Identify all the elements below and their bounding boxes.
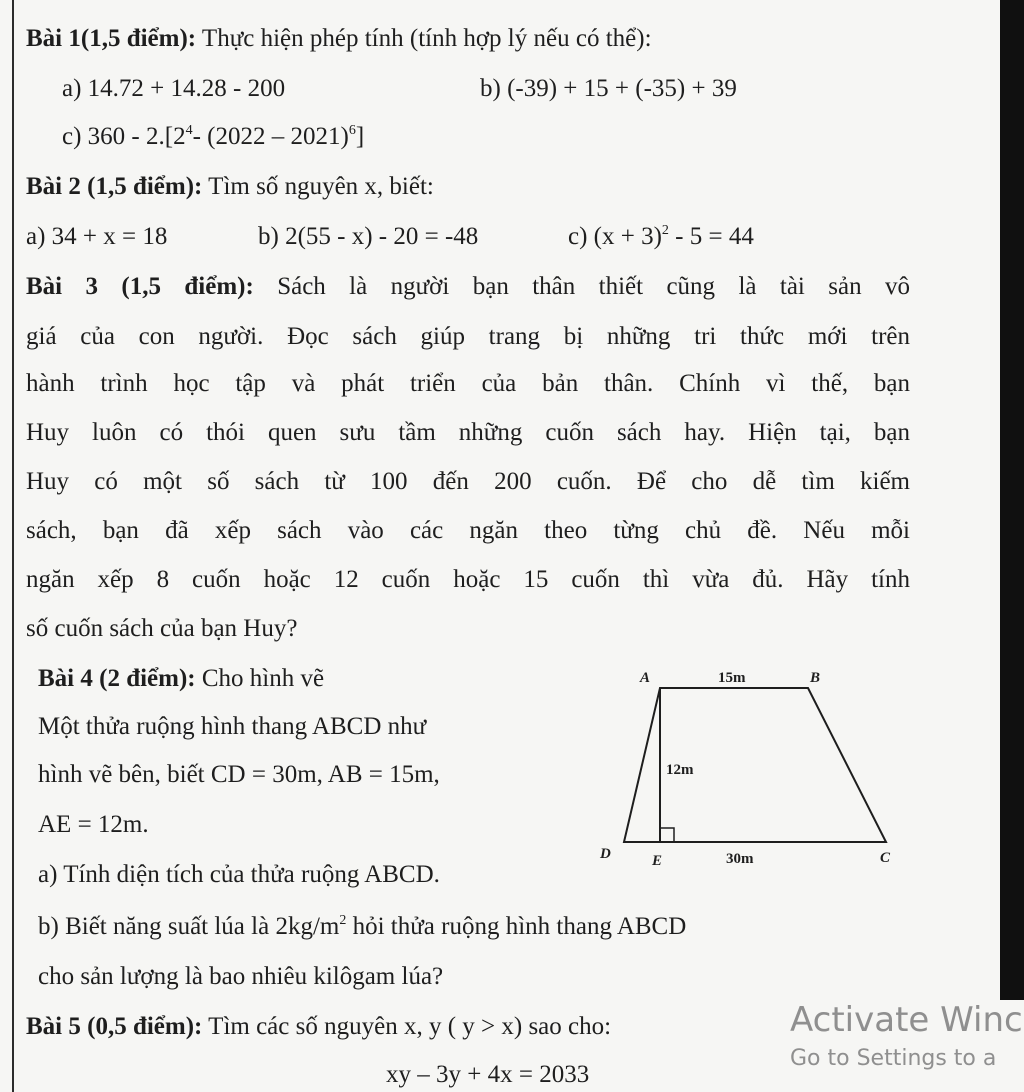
bai4-line-3: AE = 12m. xyxy=(38,811,149,838)
right-dark-edge xyxy=(1000,0,1024,1000)
bai4-b-post: hỏi thửa ruộng hình thang ABCD xyxy=(346,913,687,940)
bai4-title xyxy=(38,664,324,694)
trapezoid-abcd xyxy=(624,688,886,842)
activate-windows-watermark: Activate Winc xyxy=(790,1000,1023,1040)
label-d: D xyxy=(600,846,611,862)
label-e: E xyxy=(652,853,663,869)
bai5-equation: xy – 3y + 4x = 2033 xyxy=(386,1061,590,1088)
bai2-title xyxy=(26,172,434,202)
bai2-c-post: - 5 = 44 xyxy=(668,223,754,250)
label-cd-length: 30m xyxy=(726,851,754,867)
bai3-line-7: ngăn xếp 8 cuốn hoặc 12 cuốn hoặc 15 cuốn thì vừa đủ. Hãy tính xyxy=(26,566,910,593)
bai5-heading: Bài 5 (0,5 điểm): xyxy=(26,1013,203,1040)
bai3-heading: Bài 3 (1,5 điểm): xyxy=(26,273,254,300)
label-c: C xyxy=(880,850,891,866)
bai2-c-exp: 2 xyxy=(661,223,669,238)
bai1-c-pre: c) 360 - 2.[2 xyxy=(62,123,186,150)
bai1-c-mid: - (2022 – 2021) xyxy=(192,123,349,150)
bai4-line-1: Một thửa ruộng hình thang ABCD như xyxy=(38,713,427,740)
bai1-c-exp1: 4 xyxy=(185,123,193,138)
bai3-text-1: Sách là người bạn thân thiết cũng là tài sản vô xyxy=(253,273,910,300)
bai5-text: Tìm các số nguyên x, y ( y > x) sao cho: xyxy=(202,1013,612,1040)
right-angle-mark xyxy=(660,828,674,842)
bai2-c-pre: c) (x + 3) xyxy=(568,223,662,250)
bai3-line-5: Huy có một số sách từ 100 đến 200 cuốn. Để cho dễ tìm kiếm xyxy=(26,468,910,495)
bai2-text: Tìm số nguyên x, biết: xyxy=(202,173,434,200)
bai1-a: a) 14.72 + 14.28 - 200 xyxy=(62,75,286,102)
bai1-c xyxy=(62,122,364,152)
bai1-heading: Bài 1(1,5 điểm): xyxy=(26,25,197,52)
bai4-line-2: hình vẽ bên, biết CD = 30m, AB = 15m, xyxy=(38,761,440,788)
bai1-c-exp2: 6 xyxy=(348,123,356,138)
bai1-b: b) (-39) + 15 + (-35) + 39 xyxy=(480,75,737,102)
bai2-a: a) 34 + x = 18 xyxy=(26,223,168,250)
bai3-line-3: hành trình học tập và phát triển của bản thân. Chính vì thế, bạn xyxy=(26,370,910,397)
trapezoid-figure xyxy=(590,660,910,880)
bai3-line-6: sách, bạn đã xếp sách vào các ngăn theo từng chủ đề. Nếu mỗi xyxy=(26,517,910,544)
bai1-title xyxy=(26,24,652,54)
bai4-heading: Bài 4 (2 điểm): xyxy=(38,665,196,692)
go-to-settings-watermark: Go to Settings to a xyxy=(790,1046,997,1071)
bai2-c xyxy=(568,222,754,252)
bai1-c-post: ] xyxy=(355,123,365,150)
bai3-line-8: số cuốn sách của bạn Huy? xyxy=(26,615,298,642)
bai3-line-2: giá của con người. Đọc sách giúp trang bị những tri thức mới trên xyxy=(26,323,910,350)
label-ae-length: 12m xyxy=(666,762,694,778)
bai3-line-1 xyxy=(26,272,910,302)
label-b: B xyxy=(810,670,821,686)
bai5-title xyxy=(26,1012,611,1042)
bai2-b: b) 2(55 - x) - 20 = -48 xyxy=(258,223,479,250)
bai4-b-exp: 2 xyxy=(339,913,347,928)
bai4-text: Cho hình vẽ xyxy=(195,665,325,692)
label-a: A xyxy=(640,670,651,686)
bai2-heading: Bài 2 (1,5 điểm): xyxy=(26,173,203,200)
bai4-b-pre: b) Biết năng suất lúa là 2kg/m xyxy=(38,913,340,940)
bai4-b-line-2: cho sản lượng là bao nhiêu kilôgam lúa? xyxy=(38,963,444,990)
label-ab-length: 15m xyxy=(718,670,746,686)
left-margin-line xyxy=(12,0,14,1092)
bai4-a: a) Tính diện tích của thửa ruộng ABCD. xyxy=(38,861,440,888)
bai1-text: Thực hiện phép tính (tính hợp lý nếu có thể): xyxy=(196,25,652,52)
bai4-b xyxy=(38,912,686,942)
bai3-line-4: Huy luôn có thói quen sưu tầm những cuốn sách hay. Hiện tại, bạn xyxy=(26,419,910,446)
